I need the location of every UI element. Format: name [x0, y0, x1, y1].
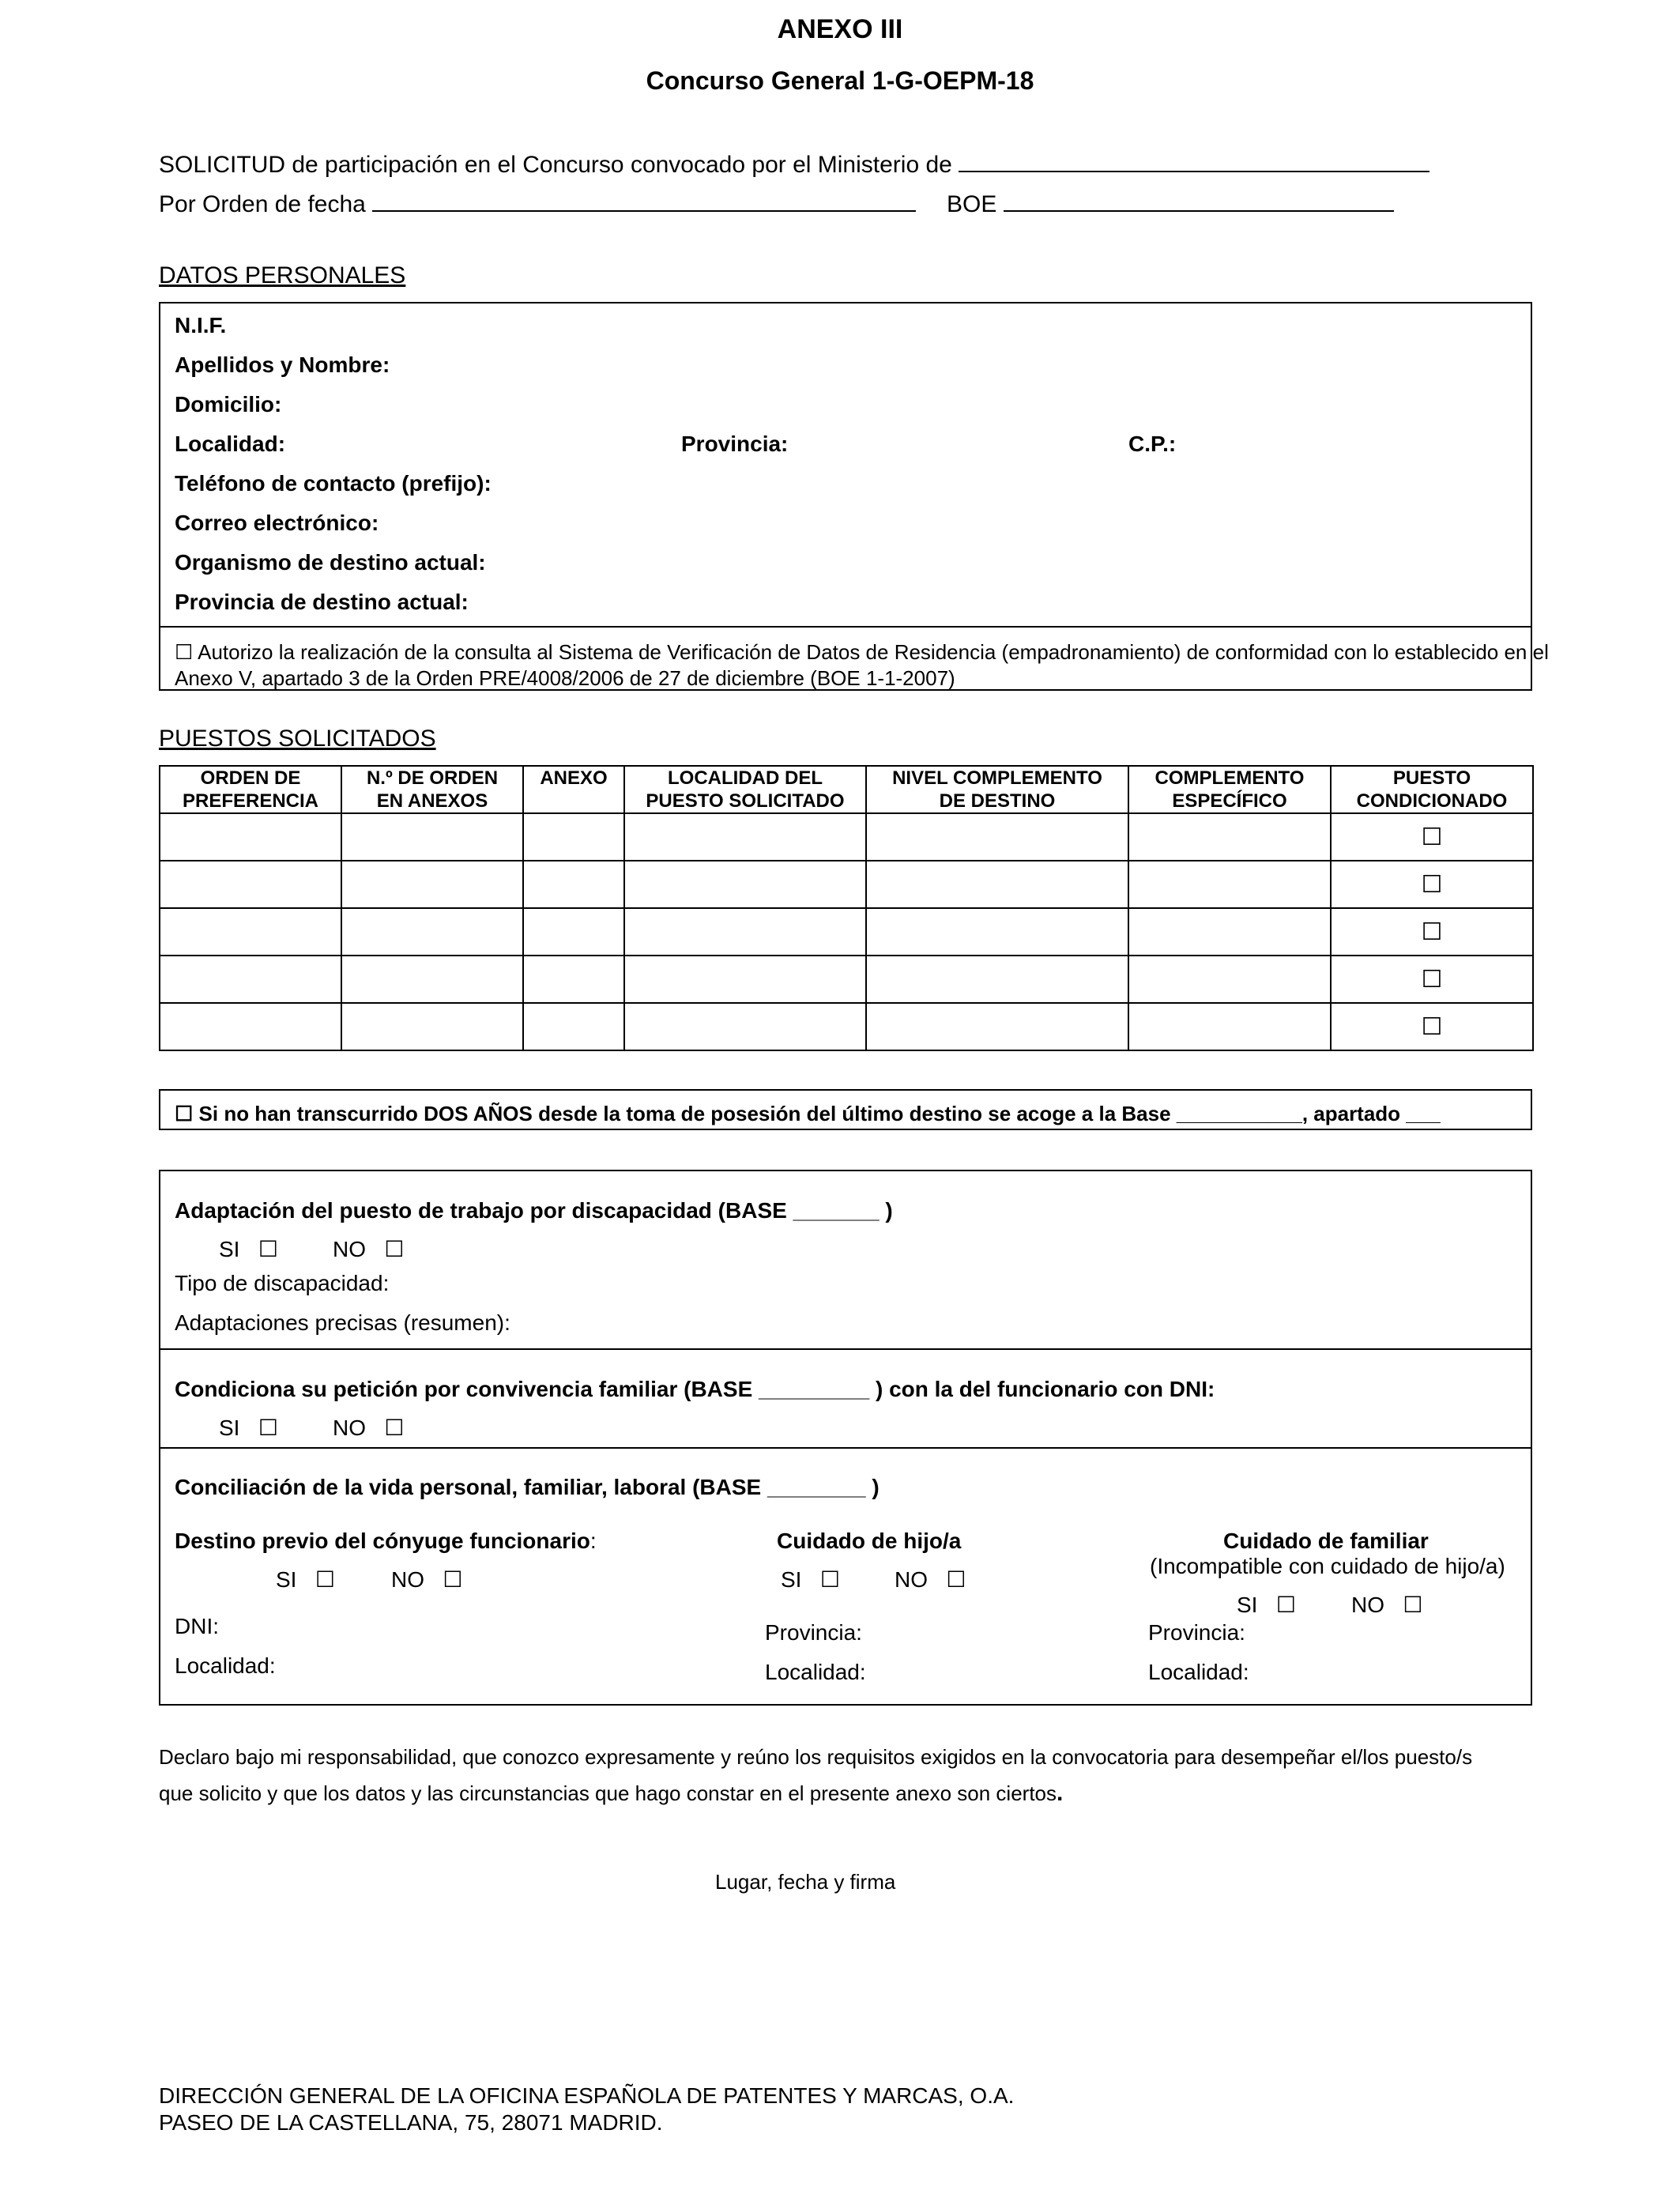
cell[interactable] — [624, 861, 866, 908]
contest-title: Concurso General 1-G-OEPM-18 — [646, 66, 1034, 95]
cell[interactable] — [1128, 861, 1331, 908]
telefono-label: Teléfono de contacto (prefijo): — [175, 471, 492, 496]
boe-label: BOE — [947, 191, 997, 217]
convivencia-si-checkbox[interactable]: ☐ — [258, 1415, 278, 1441]
annex-title: ANEXO III — [777, 14, 903, 44]
hijo-no-option: NO ☐ — [895, 1566, 966, 1593]
cell[interactable] — [866, 861, 1128, 908]
familiar-no-option: NO ☐ — [1351, 1592, 1423, 1618]
datos-personales-heading: DATOS PERSONALES — [159, 262, 406, 288]
cell[interactable] — [523, 908, 624, 956]
cell[interactable] — [866, 956, 1128, 1003]
dos-anos-checkbox-text[interactable]: ☐ Si no han transcurrido DOS AÑOS desde la toma de posesión del último destino se acoge a la Base ___________, apartado ___ — [175, 1102, 1441, 1125]
hijo-title: Cuidado de hijo/a — [777, 1529, 962, 1553]
provincia-destino-label: Provincia de destino actual: — [175, 590, 469, 614]
cell[interactable] — [523, 813, 624, 861]
conyuge-no-option: NO ☐ — [391, 1566, 463, 1593]
cell[interactable] — [160, 813, 341, 861]
col-header-complemento: COMPLEMENTO ESPECÍFICO — [1128, 766, 1331, 813]
puestos-heading: PUESTOS SOLICITADOS — [159, 726, 436, 752]
cell[interactable] — [624, 908, 866, 956]
solicitud-line — [159, 149, 1430, 179]
ministerio-blank[interactable] — [959, 149, 1430, 172]
apellidos-label: Apellidos y Nombre: — [175, 352, 390, 377]
cell[interactable] — [624, 813, 866, 861]
conyuge-localidad-label: Localidad: — [175, 1653, 276, 1678]
cell[interactable] — [1128, 956, 1331, 1003]
conyuge-dni-label: DNI: — [175, 1614, 219, 1638]
cell[interactable] — [160, 1003, 341, 1050]
col-header-num-orden: N.º DE ORDEN EN ANEXOS — [341, 766, 523, 813]
footer-line1: DIRECCIÓN GENERAL DE LA OFICINA ESPAÑOLA DE PATENTES Y MARCAS, O.A. — [159, 2083, 1015, 2108]
familiar-title: Cuidado de familiar — [1223, 1529, 1429, 1553]
col-header-orden: ORDEN DE PREFERENCIA — [160, 766, 341, 813]
cell[interactable] — [523, 861, 624, 908]
condicionado-checkbox[interactable]: ☐ — [1421, 1012, 1443, 1041]
correo-label: Correo electrónico: — [175, 511, 379, 535]
cell[interactable] — [624, 956, 866, 1003]
hijo-localidad-label: Localidad: — [765, 1660, 866, 1684]
condicionado-cell — [1331, 813, 1533, 861]
cell[interactable] — [341, 956, 523, 1003]
col-header-nivel: NIVEL COMPLEMENTO DE DESTINO — [866, 766, 1128, 813]
tipo-discapacidad-label: Tipo de discapacidad: — [175, 1271, 390, 1295]
cell[interactable] — [523, 1003, 624, 1050]
convivencia-no-option: NO ☐ — [333, 1415, 405, 1441]
familiar-si-option: SI ☐ — [1237, 1592, 1296, 1618]
puestos-table — [159, 765, 1534, 1051]
cell[interactable] — [1128, 1003, 1331, 1050]
firma-label: Lugar, fecha y firma — [715, 1870, 896, 1894]
solicitud-text: SOLICITUD de participación en el Concurso convocado por el Ministerio de — [159, 152, 952, 178]
adaptacion-no-checkbox[interactable]: ☐ — [384, 1236, 405, 1262]
hijo-si-option: SI ☐ — [781, 1566, 840, 1593]
divider — [159, 1348, 1532, 1350]
familiar-note: (Incompatible con cuidado de hijo/a) — [1150, 1554, 1505, 1578]
adaptacion-title: Adaptación del puesto de trabajo por discapacidad (BASE _______ ) — [175, 1198, 893, 1223]
localidad-label: Localidad: — [175, 432, 286, 456]
familiar-localidad-label: Localidad: — [1148, 1660, 1249, 1684]
familiar-provincia-label: Provincia: — [1148, 1620, 1245, 1645]
cell[interactable] — [341, 861, 523, 908]
conciliacion-title: Conciliación de la vida personal, familiar, laboral (BASE ________ ) — [175, 1475, 880, 1499]
conyuge-no-checkbox[interactable]: ☐ — [443, 1566, 463, 1593]
familiar-si-checkbox[interactable]: ☐ — [1275, 1592, 1296, 1618]
adaptacion-si-checkbox[interactable]: ☐ — [258, 1236, 278, 1262]
autorizo-text-cont: Anexo V, apartado 3 de la Orden PRE/4008/2006 de 27 de diciembre (BOE 1-1-2007) — [175, 666, 955, 690]
hijo-no-checkbox[interactable]: ☐ — [946, 1566, 966, 1593]
condicionado-checkbox[interactable]: ☐ — [1421, 823, 1443, 851]
footer-line2: PASEO DE LA CASTELLANA, 75, 28071 MADRID. — [159, 2110, 663, 2135]
col-header-localidad: LOCALIDAD DEL PUESTO SOLICITADO — [624, 766, 866, 813]
cell[interactable] — [1128, 813, 1331, 861]
table-row — [160, 908, 1533, 956]
familiar-no-checkbox[interactable]: ☐ — [1403, 1592, 1423, 1618]
condicionado-checkbox[interactable]: ☐ — [1421, 965, 1443, 993]
condicionado-cell — [1331, 861, 1533, 908]
cell[interactable] — [341, 813, 523, 861]
conyuge-si-option: SI ☐ — [276, 1566, 335, 1593]
condicionado-cell — [1331, 956, 1533, 1003]
declaracion-line1: Declaro bajo mi responsabilidad, que conozco expresamente y reúno los requisitos exigidos en la convocatoria para desempeñar el/los puesto/s — [159, 1745, 1473, 1769]
cell[interactable] — [866, 1003, 1128, 1050]
cell[interactable] — [160, 956, 341, 1003]
orden-line — [159, 188, 916, 218]
condicionado-checkbox[interactable]: ☐ — [1421, 918, 1443, 946]
nif-label: N.I.F. — [175, 313, 227, 337]
declaracion-line2: que solicito y que los datos y las circunstancias que hago constar en el presente anexo son ciertos. — [159, 1780, 1064, 1806]
provincia-label: Provincia: — [681, 432, 789, 456]
cp-label: C.P.: — [1128, 432, 1177, 456]
adaptacion-no-option: NO ☐ — [333, 1236, 405, 1262]
condicionado-cell — [1331, 908, 1533, 956]
orden-label: Por Orden de fecha — [159, 191, 366, 217]
conyuge-si-checkbox[interactable]: ☐ — [315, 1566, 335, 1593]
cell[interactable] — [160, 908, 341, 956]
domicilio-label: Domicilio: — [175, 392, 282, 417]
table-row — [160, 813, 1533, 861]
autorizo-checkbox-text[interactable]: ☐ Autorizo la realización de la consulta al Sistema de Verificación de Datos de Residencia (empadronamiento) de conformidad con lo establecido en el — [175, 640, 1549, 664]
table-header-row — [160, 766, 1533, 813]
boe-blank[interactable] — [1004, 188, 1394, 212]
orden-fecha-blank[interactable] — [372, 188, 916, 212]
adaptacion-si-option: SI ☐ — [219, 1236, 278, 1262]
cell[interactable] — [866, 813, 1128, 861]
convivencia-title: Condiciona su petición por convivencia familiar (BASE _________ ) con la del funcionario con DNI: — [175, 1377, 1215, 1401]
condicionado-cell — [1331, 1003, 1533, 1050]
cell[interactable] — [1128, 908, 1331, 956]
col-header-condicionado: PUESTO CONDICIONADO — [1331, 766, 1533, 813]
col-header-anexo: ANEXO — [523, 766, 624, 813]
cell[interactable] — [160, 861, 341, 908]
cell[interactable] — [523, 956, 624, 1003]
table-row — [160, 956, 1533, 1003]
cell[interactable] — [341, 1003, 523, 1050]
organismo-label: Organismo de destino actual: — [175, 550, 486, 575]
cell[interactable] — [341, 908, 523, 956]
divider — [159, 626, 1532, 628]
table-row — [160, 861, 1533, 908]
adaptaciones-label: Adaptaciones precisas (resumen): — [175, 1310, 510, 1335]
hijo-provincia-label: Provincia: — [765, 1620, 862, 1645]
condicionado-checkbox[interactable]: ☐ — [1421, 870, 1443, 899]
divider — [159, 1447, 1532, 1449]
convivencia-no-checkbox[interactable]: ☐ — [384, 1415, 405, 1441]
convivencia-si-option: SI ☐ — [219, 1415, 278, 1441]
cell[interactable] — [866, 908, 1128, 956]
table-row — [160, 1003, 1533, 1050]
cell[interactable] — [624, 1003, 866, 1050]
hijo-si-checkbox[interactable]: ☐ — [819, 1566, 840, 1593]
conyuge-title: Destino previo del cónyuge funcionario: — [175, 1529, 597, 1553]
boe-line — [947, 188, 1394, 218]
